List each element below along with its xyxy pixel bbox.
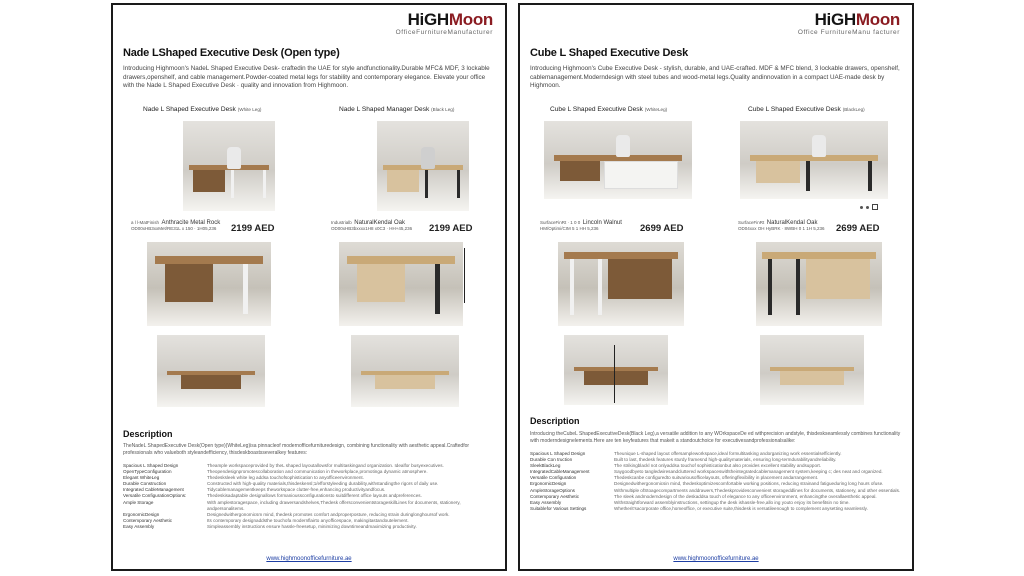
product-label: Nade L Shaped Manager Desk (Black Leg) (339, 106, 455, 113)
detail-image (147, 242, 271, 326)
website-link[interactable]: www.highmoonofficefurniture.ae (266, 556, 352, 562)
detail-image (760, 335, 864, 405)
intro-paragraph: Introducing Highmoon's Cube Executive Desk - stylish, durable, and UAE-crafted. MDF & MFC blend, 3 lockable drawers, openshelf, cablemanagement.Moderndesign with steel tubes and wood-metal legs.Quality andinnovation in a compact UAE-made desk by Highmoon. (530, 65, 900, 90)
product-label: Nade L Shaped Executive Desk (White Leg) (143, 106, 262, 113)
product-price: 2199 AED (231, 223, 275, 234)
swatch-dot[interactable] (860, 206, 863, 209)
product-meta: a l l-MatFinish Anthracite Metal Rock OD00xHB3xxMet/RE31L x 150 · 1H05,236 (131, 220, 221, 231)
product-image (183, 121, 275, 211)
brand-tagline: OfficeFurnitureManufacturer (395, 29, 493, 36)
brand-logo: HiGHMoon OfficeFurnitureManufacturer (395, 10, 493, 36)
detail-image (558, 242, 684, 326)
page-title: Nade LShaped Executive Desk (Open type) (123, 47, 340, 59)
product-image (740, 121, 888, 199)
product-price: 2199 AED (429, 223, 473, 234)
brochure-page-cube (518, 3, 914, 571)
description-intro: TheNadeL ShapedExecutive Desk(Open type)(WhiteLeg)isa pinnacleof modernofficefurnituredesign, combining functionality with aesthetic appeal.Craftedfor professionals who valueboth styleandefficiency, thisdeskboastsseveralkey features: (123, 443, 470, 456)
page-title: Cube L Shaped Executive Desk (530, 47, 689, 59)
swatch-square[interactable] (872, 204, 878, 210)
detail-image (351, 335, 459, 407)
product-image (377, 121, 469, 211)
product-price: 2699 AED (836, 223, 880, 234)
swatch-dot[interactable] (866, 206, 869, 209)
detail-image (339, 242, 463, 326)
product-meta: SurfaceFinRt · 1 0 0 Lincoln Walnut HM/Optimi/CIM 5 1 HH 5,236 (540, 220, 622, 231)
website-link[interactable]: www.highmoonofficefurniture.ae (673, 556, 759, 562)
product-image (544, 121, 692, 199)
color-options[interactable] (860, 204, 878, 210)
product-meta: SurfaceFinRt NaturalKendal Oak OD04xxx OH HyBRK · 8WBH 0 1 1H 5,236 (738, 220, 825, 231)
detail-image (756, 242, 882, 326)
brand-tagline: Office FurnitureManu facturer (797, 29, 900, 36)
product-price: 2699 AED (640, 223, 684, 234)
description-heading: Description (530, 416, 580, 426)
product-label: Cube L Shaped Executive Desk (BlackLeg) (748, 106, 865, 113)
product-meta: Industrialb NaturalKendal Oak OD00xHB3bxxxx1H8 x0C3 · HH+45,236 (331, 220, 413, 231)
divider (464, 248, 465, 303)
feature-list: Spacious L Shaped Design Theample workspaceprovided by theL shaped layoutallowsfor multitaskingand organization. Idealfor busyexecutives. OpenTypeConfiguration Theopendesignpromotescollaboration and communication in theworkplace,promotinga dynamic atmosphere. Elegant WhiteLeg Thedesksleek white leg addsa touchofsophistication to anyofficeenvironment. Durable Construction Constructed with high-quality materials,thisdeskensl;1/efforstyleeding durability,withstandingthe rigors of daily use. Integrated CableManagement Tidycablemanagementkeeps theworkspace clutter-free,enhancing productivityandfocus. Versatile ConfigurationOptions: Thedeskisadaptable designallows formanioussconfigurationsto suitdifferent office layouts andpreferences. Ample Storage With amplestoragespace, including drawersandshelves,Thedesk offersconvenientstorageskillLines for documents, stationery, andpersonalitems. ErgonomicDesign Designedwithergonomicsm mind, thedesk promotes comfort andproperposture, reducing strain duringlonghoursof work. Contemporary Aesthetic Its contemporary designaddsthe touchofa modernflairto anyofficespace, makingitastandoutelement. Easy Assembly Simpleassembly instructions ensure hassle-freesetup, minimizing downtimeandmaximizing productivity. (123, 463, 461, 529)
detail-image (157, 335, 265, 407)
description-intro: Introducing theCubeL ShapedExecutiveDesk(Black Leg),a versatile addition to any WOrkspaceDe ed withprecision andstyle, thisdeskseamlessly combines functionality with moderndesignelements.Here are ten keyfeatures that makeit a standoutchoice for executivesandprofessionalsalike: (530, 431, 901, 444)
brochure-page-nade (111, 3, 507, 571)
brand-logo: HiGHMoon Office FurnitureManu facturer (797, 10, 900, 36)
intro-paragraph: Introducing Highmoon's NadeL Shaped Executive Desk- craftedin the UAE for style andfunctionality.Durable MFC& MDF, 3 lockable drawers,openshelf, and cable management.Powder-coated metal legs for stability and contemporary elegance. Elevate your office with the Nade L Shaped Executive Desk · quality and innovation from Highmoon. (123, 65, 490, 90)
feature-list: Spacious L Shaped Design Theunique L-shaped layout offersampleworkspace,ideal formultitasking andorganizing work essentialsefficiently. Durable Con truction Built to last, thedesk features sturdy framesnd high-qualitymaterials, ensuring long-termdurabilityandreliability. SleekBlackLeg The strikingblackl not onlyaddsa touchof sophisticationbut also provides excellent stability andsupport. IntegratedCableManagement Saygoodbyeto tangledwiresandcluttered workspaceswiththeintegratedcablemanagement system,keeping c; des neat and organized. Versatile Configuration Thedeskcanbe configuredto suitvariousofficelayouts, offeringflexibility in placement andarrangement. ErgonomicDesign Designedwithergonomicsin mind, thedeskoptimizescomfortable working positions, reducing strainand fatigueduring long hours ofuse. AmpleStorageOptions Withmultiple ofStoagecompartments anddrawers,Thedeskprovidesconvenient storageddlines for documents, stationery, and other essentials. Contemporary Aesthetic The sleek andmoderndesign of the deskaddsa touch of elegance to any officeenvironment, enhancingthe overallaesthetic appeal. Easy Assembly Withstraightforward assemblyinstructions, settingup the desk ishassle-free,allo ing youto enjoy its benefitsin no time. Suitablefor Various Settings Whetherit'sacorporate office,homeoffice, or executive suite,thisdesk is versatileenough to complement anysetting seamlessly. (530, 451, 901, 511)
product-label: Cube L Shaped Executive Desk (WhiteLeg) (550, 106, 668, 113)
detail-image (564, 335, 668, 405)
description-heading: Description (123, 429, 173, 439)
divider (614, 345, 615, 403)
